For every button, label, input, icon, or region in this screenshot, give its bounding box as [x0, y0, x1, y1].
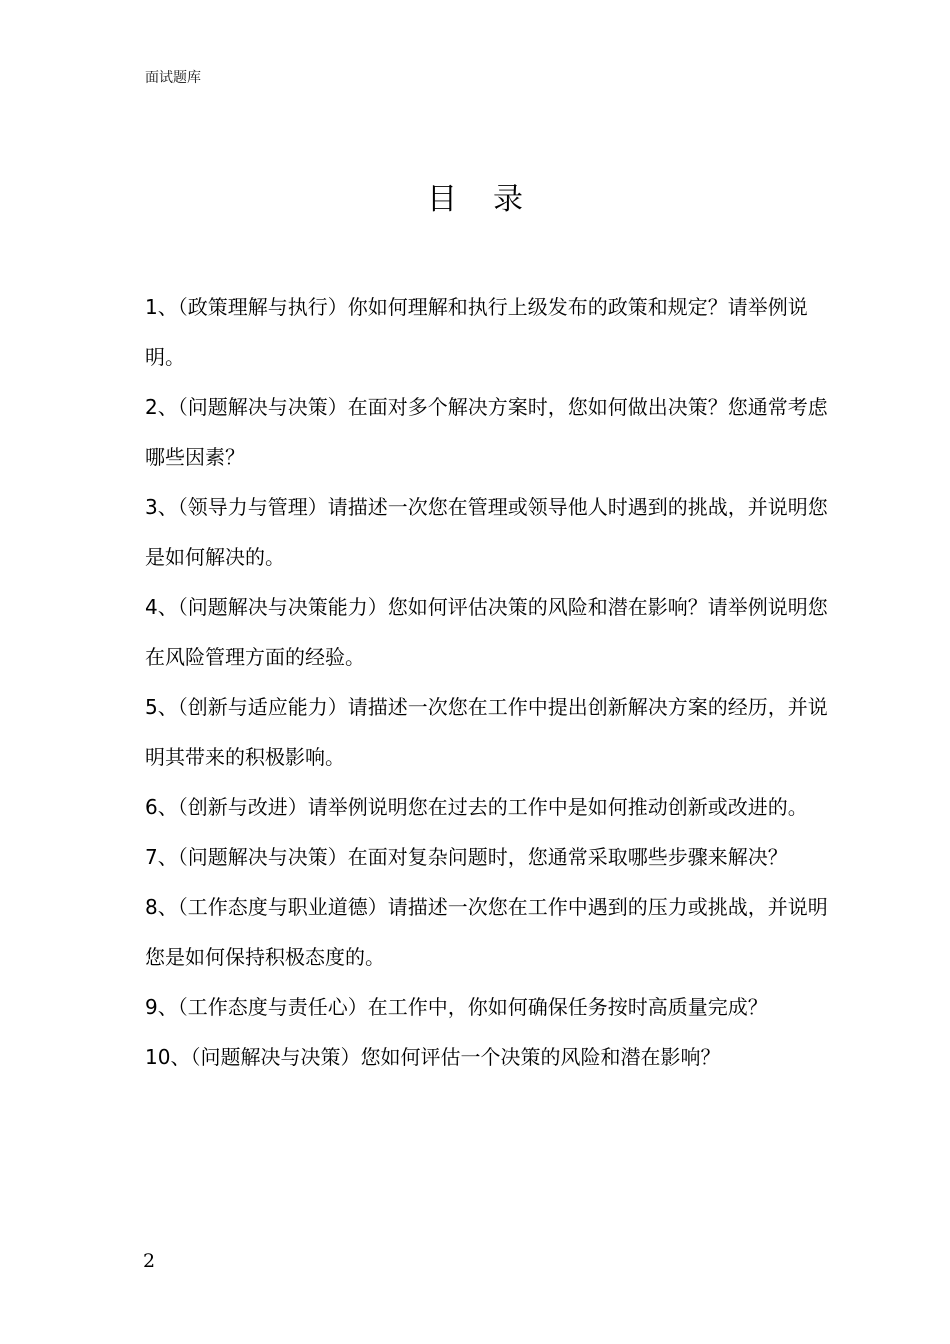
page-header: 面试题库 [145, 70, 201, 86]
toc-item-3[interactable]: 3、（领导力与管理）请描述一次您在管理或领导他人时遇到的挑战，并说明您是如何解决的。 [145, 495, 828, 569]
toc-item-9[interactable]: 9、（工作态度与责任心）在工作中，你如何确保任务按时高质量完成？ [145, 995, 768, 1019]
toc-item-8[interactable]: 8、（工作态度与职业道德）请描述一次您在工作中遇到的压力或挑战，并说明您是如何保持积极态度的。 [145, 895, 828, 969]
toc-title: 目录 [427, 182, 559, 217]
toc-item-2[interactable]: 2、（问题解决与决策）在面对多个解决方案时，您如何做出决策？您通常考虑哪些因素？ [145, 395, 828, 469]
toc-item-6[interactable]: 6、（创新与改进）请举例说明您在过去的工作中是如何推动创新或改进的。 [145, 795, 808, 819]
toc-item-4[interactable]: 4、（问题解决与决策能力）您如何评估决策的风险和潜在影响？请举例说明您在风险管理方面的经验。 [145, 595, 828, 669]
toc-item-10[interactable]: 10、（问题解决与决策）您如何评估一个决策的风险和潜在影响？ [145, 1045, 721, 1069]
toc-list [145, 282, 835, 1082]
toc-item-5[interactable]: 5、（创新与适应能力）请描述一次您在工作中提出创新解决方案的经历，并说明其带来的积极影响。 [145, 695, 828, 769]
toc-item-7[interactable]: 7、（问题解决与决策）在面对复杂问题时，您通常采取哪些步骤来解决？ [145, 845, 788, 869]
toc-item-1[interactable]: 1、（政策理解与执行）你如何理解和执行上级发布的政策和规定？请举例说明。 [145, 295, 808, 369]
page-number: 2 [143, 1250, 156, 1272]
